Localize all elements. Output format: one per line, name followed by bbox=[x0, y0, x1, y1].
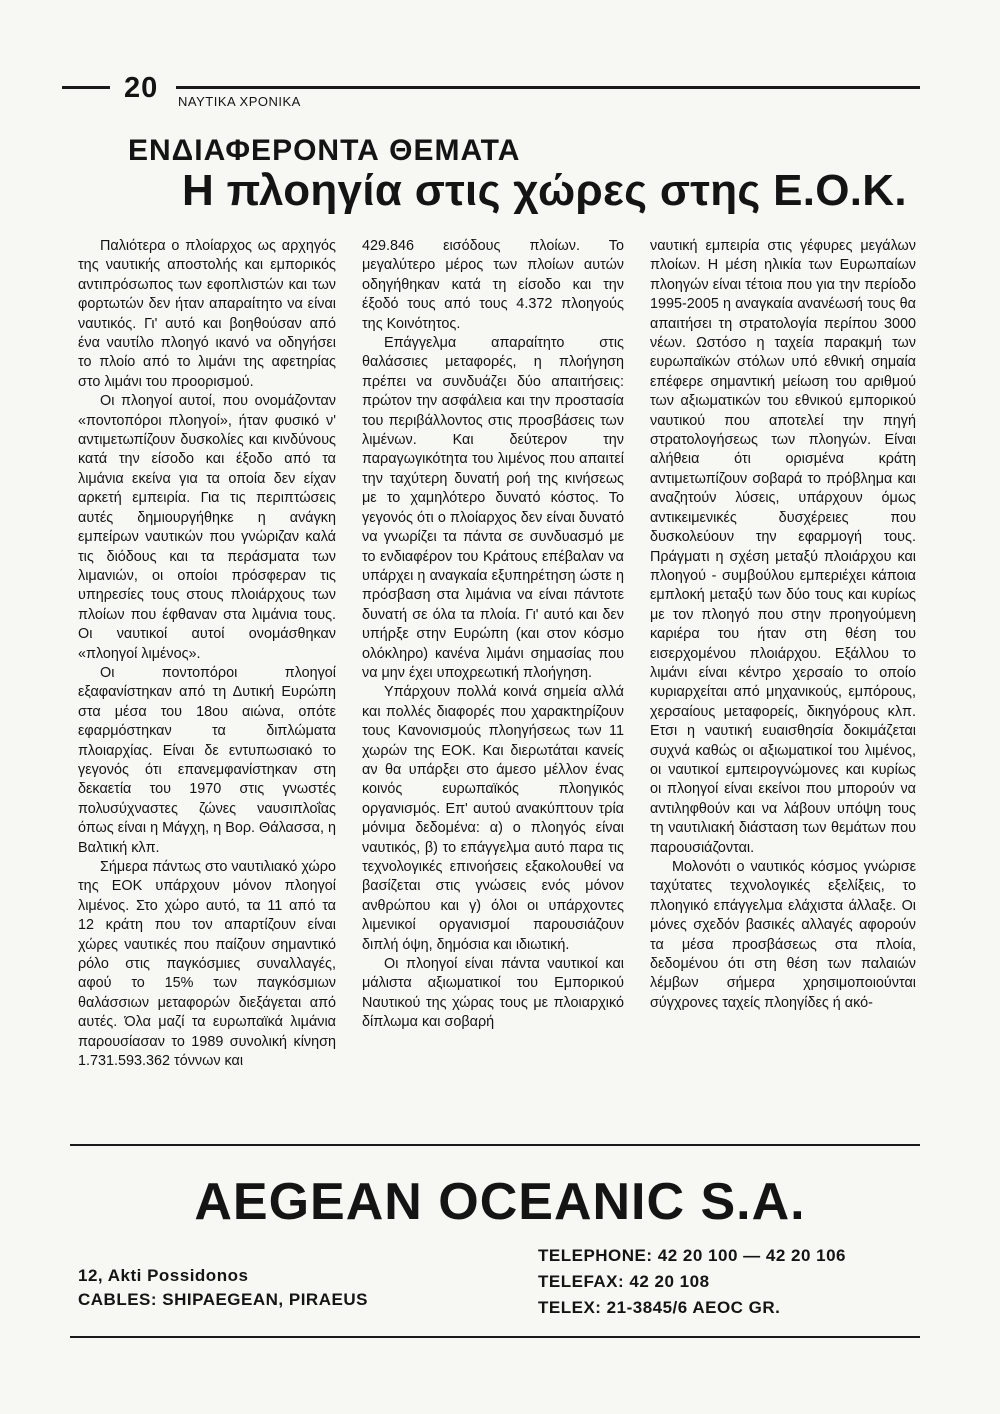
article-column-3 bbox=[650, 237, 916, 1013]
ad-top-rule bbox=[70, 1144, 920, 1146]
paragraph: Σήμερα πάντως στο ναυτιλιακό χώρο της ΕΟΚ υπάρχουν μόνον πλοηγοί λιμένος. Στο χώρο αυτό, τα 11 από τα 12 κράτη που τον απαρτίζουν είναι χώρες ναυτικές που παίζουν σημαντικό ρόλο στις παγκόσμιες συναλλαγές, αφού το 15% των παγκόσμιων θαλάσσιων μεταφορών διεξάγεται από αυτές. Όλα μαζί τα ευρωπαϊκά λιμάνια παρουσίασαν το 1989 συνολική κίνηση 1.731.593.362 τόννων και bbox=[78, 859, 336, 1070]
paragraph: Οι ποντοπόροι πλοηγοί εξαφανίστηκαν από τη Δυτική Ευρώπη στα μέσα του 18ου αιώνα, οπότε εφαρμόστηκαν τα διπλώματα πλοιαρχίας. Είναι δε εντυπωσιακό το γεγονός ότι επανεμφανίστηκαν στη δεκαετία του 1970 στις γνωστές πολυσύχναστες ζώνες ναυσιπλοΐας όπως είναι η Μάγχη, η Βορ. Θάλασσα, η Βαλτική κλπ. bbox=[78, 664, 336, 856]
paragraph: 429.846 εισόδους πλοίων. Το μεγαλύτερο μέρος των πλοίων αυτών οδηγήθηκαν κατά τη είσοδο και την έξοδό τους από τους 4.372 πλοηγούς της Κοινότητος. bbox=[362, 238, 624, 332]
paragraph: ναυτική εμπειρία στις γέφυρες μεγάλων πλοίων. Η μέση ηλικία των Ευρωπαίων πλοηγών είναι τέτοια που για την περίοδο 1995-2005 η αναγκαία ανανέωσή τους θα απαιτήσει τη στρατολογία περίπου 3000 νέων. Ωστόσο η ταχεία παρακμή των ευρωπαϊκών στόλων υπό εθνική σημαία επέφερε σημαντική μείωση του αριθμού των αξιωματικών του εθνικού εμπορικού ναυτικού που αποτελεί την πηγή στρατολογήσεως των πλοηγών. Είναι αλήθεια ότι ορισμένα κράτη αντιμετωπίζουν σοβαρά το πρόβλημα και αναζητούν λύσεις, υπάρχουν όμως αντικειμενικές δυσχέρειες που δυσκολεύουν την εφαρμογή τους. Πράγματι η σχέση μεταξύ πλοιάρχου και πλοηγού - συμβούλου εμπεριέχει κάποια εμπλοκή μεταξύ των δύο τους και κυρίως με τον πλοηγό που στην προηγούμενη καριέρα του ήταν στη θέση του εισερχομένου πλοιάρχου. Εξάλλου το λιμάνι είναι κέντρο χερσαίο το οποίο κυριαρχείται από μηχανικούς, εμπόρους, χερσαίους μεταφορείς, δικηγόρους κλπ. Ετσι η ναυτική ευαισθησία δοκιμάζεται συχνά καθώς οι αξιωματικοί του λιμένος, οι ναυτικοί εμπειρογνώμονες και κυρίως οι πλοηγοί είναι εκείνοι που μπορούν να αντιληφθούν και να λάβουν υπόψη τους τη ναυτιλιακή διάσταση των θεμάτων που παρουσιάζονται. bbox=[650, 238, 916, 856]
ad-address: 12, Akti Possidonos bbox=[78, 1266, 249, 1285]
paragraph: Επάγγελμα απαραίτητο στις θαλάσσιες μεταφορές, η πλοήγηση πρέπει να συνδυάζει δύο απαιτήσεις: πρώτον την ασφάλεια και την προστασία του περιβάλλοντος στις προσβάσεις των λιμένων. Και δεύτερον την παραγωγικότητα του λιμένος που απαιτεί την ταχύτερη δυνατή ροή της κινήσεως με το χαμηλότερο δυνατό κόστος. Το γεγονός ότι ο πλοίαρχος δεν είναι δυνατό να γνωρίζει τα πάντα σε συνδυασμό με το ενδιαφέρον του Κράτους επέβαλαν να υπάρχει η αναγκαία εξυπηρέτηση ώστε η πρόσβαση στα λιμάνια να είναι πάντοτε δυνατή σε όλα τα πλοία. Γι' αυτό και δεν υπήρξε στην Ευρώπη (και στον κόσμο ολόκληρο) κανένα λιμάνι σημασίας που να μην έχει υποχρεωτική πλοήγηση. bbox=[362, 335, 624, 681]
ad-telephone: TELEPHONE: 42 20 100 — 42 20 106 bbox=[538, 1246, 846, 1265]
paragraph: Παλιότερα ο πλοίαρχος ως αρχηγός της ναυτικής αποστολής και εμπορικός αντιπρόσωπος των εφοπλιστών και των φορτωτών δεν ήταν απαραίτητο να είναι ναυτικός. Γι' αυτό και βοηθούσαν από ένα ναυτίλο πλοηγό ικανό να οδηγήσει το πλοίο από το λιμάνι της αφετηρίας στο λιμάνι του προορισμού. bbox=[78, 238, 336, 390]
page-number: 20 bbox=[124, 72, 159, 104]
header-rule-right bbox=[176, 86, 920, 89]
article-column-2 bbox=[362, 237, 624, 1033]
paragraph: Οι πλοηγοί αυτοί, που ονομάζονταν «ποντοπόροι πλοηγοί», ήταν φυσικό ν' αντιμετωπίζουν δυσκολίες και κινδύνους κατά την είσοδο και έξοδο από τα λιμάνια εκείνα για τα οποία δεν είχαν αρκετή εμπειρία. Για τις περιπτώσεις αυτές δημιουργήθηκε η ανάγκη εμπείρων ναυτικών που γνώριζαν καλά τις διόδους και τα περάσματα των λιμανιών, οι οποίοι πρόσφεραν τις υπηρεσίες τους στους πλοιάρχους των πλοίων που έφθαναν στα λιμάνια τους. Οι ναυτικοί αυτοί ονομάσθηκαν «πλοηγοί λιμένος». bbox=[78, 393, 336, 662]
article-column-1 bbox=[78, 237, 336, 1071]
ad-company-name: AEGEAN OCEANIC S.A. bbox=[194, 1173, 806, 1231]
header-rule-left bbox=[62, 86, 110, 89]
article-headline: Η πλοηγία στις χώρες στης Ε.Ο.Κ. bbox=[182, 166, 907, 215]
running-title: ΝΑΥΤΙΚΑ ΧΡΟΝΙΚΑ bbox=[178, 94, 301, 109]
paragraph: Οι πλοηγοί είναι πάντα ναυτικοί και μάλιστα αξιωματικοί του Εμπορικού Ναυτικού της χώρας τους με πλοιαρχικό δίπλωμα και σοβαρή bbox=[362, 956, 624, 1031]
paragraph: Υπάρχουν πολλά κοινά σημεία αλλά και πολλές διαφορές που χαρακτηρίζουν τους Κανονισμούς πλοηγήσεως των 11 χωρών της ΕΟΚ. Και διερωτάται κανείς αν θα υπάρξει στο άμεσο μέλλον ένας κοινός ευρωπαϊκός πλοηγικός οργανισμός. Επ' αυτού ανακύπτουν τρία μόνιμα δεδομένα: α) ο πλοηγός είναι ναυτικός, β) το επάγγελμα αυτό παρα τις τεχνολογικές επινοήσεις εξακολουθεί να βασίζεται στις γνώσεις ενός μόνον ανθρώπου και γ) όλοι οι υπάρχοντες λιμενικοί οργανισμοί παρουσιάζουν διπλή όψη, δημόσια και ιδιωτική. bbox=[362, 684, 624, 953]
ad-cables: CABLES: SHIPAEGEAN, PIRAEUS bbox=[78, 1290, 368, 1309]
section-heading: ΕΝΔΙΑΦΕΡΟΝΤΑ ΘΕΜΑΤΑ bbox=[128, 134, 521, 167]
ad-telefax: TELEFAX: 42 20 108 bbox=[538, 1272, 710, 1291]
ad-bottom-rule bbox=[70, 1336, 920, 1338]
paragraph: Μολονότι ο ναυτικός κόσμος γνώρισε ταχύτατες τεχνολογικές εξελίξεις, το πλοηγικό επάγγελμα ελάχιστα άλλαξε. Οι μόνες σχεδόν βασικές αλλαγές αφορούν τα μέσα προσβάσεως στα πλοία, δεδομένου ότι στη θέση των παλαιών λέμβων σήμερα χρησιμοποιούνται σύγχρονες ταχείς πλοηγίδες ή ακό- bbox=[650, 859, 916, 1011]
ad-telex: TELEX: 21-3845/6 AEOC GR. bbox=[538, 1298, 781, 1317]
